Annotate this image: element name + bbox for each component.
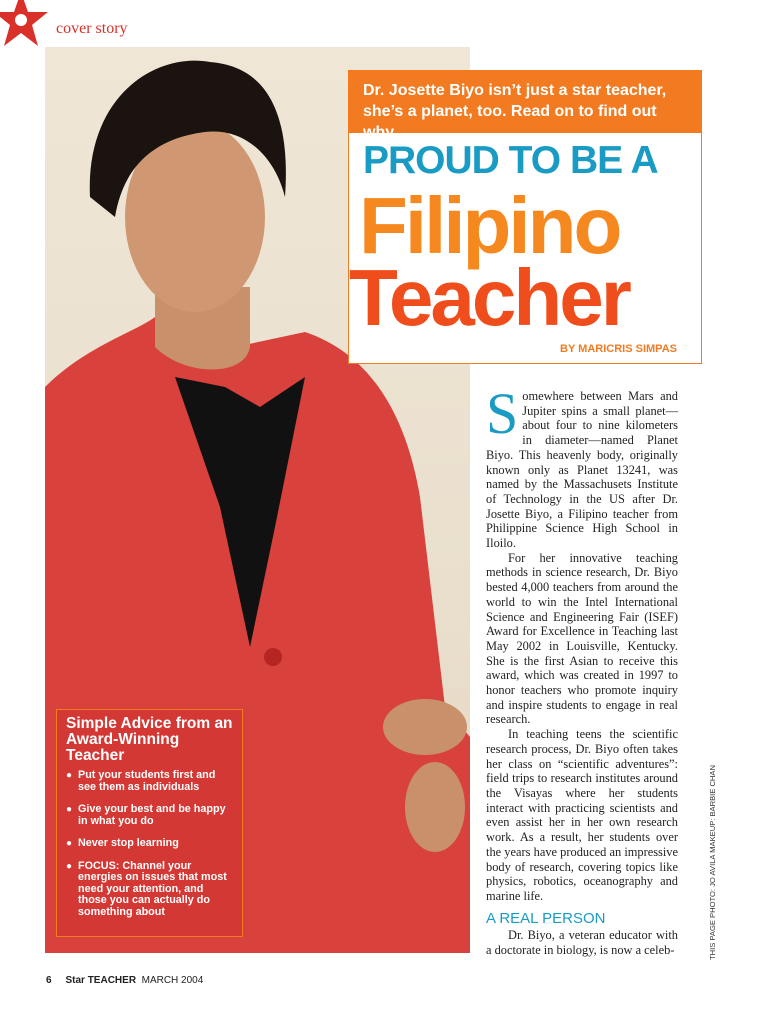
issue-date: MARCH 2004 [141, 975, 204, 986]
headline-line-3: Teacher [349, 253, 629, 342]
headline-line-1: PROUD TO BE A [363, 139, 658, 182]
headline-deck: Dr. Josette Biyo isn’t just a star teacher, she’s a planet, too. Read on to find out why. [349, 71, 701, 133]
page-footer [46, 975, 203, 986]
advice-item: ● Put your students first and see them as individuals [66, 770, 234, 793]
advice-list [66, 770, 234, 918]
byline: BY MARICRIS SIMPAS [560, 343, 677, 355]
photo-credits-text: THIS PAGE PHOTO: JO AVILA MAKEUP: BARBIE CHAN [708, 765, 717, 960]
advice-box [56, 709, 243, 937]
advice-item: ● Give your best and be happy in what you do [66, 804, 234, 827]
paragraph-2: For her innovative teaching methods in science research, Dr. Biyo bested 4,000 teachers from around the world to win the Intel International Science and Engineering Fair (ISEF) Award for Excellence in Teaching last May 2002 in Louisville, Kentucky. She is the first Asian to receive this award, which was created in 1997 to honor teachers who promote inquiry and inspire students to engage in real research. [486, 550, 678, 727]
paragraph-1 [486, 381, 678, 551]
advice-item: ● FOCUS: Channel your energies on issues that most need your attention, and those you can actually do something about [66, 861, 234, 919]
article-body [486, 381, 678, 958]
page-number: 6 [46, 975, 52, 986]
section-label: cover story [56, 20, 128, 37]
subhead: A REAL PERSON [486, 909, 606, 927]
paragraph-4: Dr. Biyo, a veteran educator with a doctorate in biology, is now a celeb- [486, 928, 678, 958]
photo-credits [708, 740, 724, 960]
magazine-name: Star TEACHER [65, 975, 137, 986]
star-logo-icon [0, 0, 48, 50]
headline-box [348, 70, 702, 364]
paragraph-1-text: omewhere between Mars and Jupiter spins a small planet—about four to nine kilometers in diameter—named Planet Biyo. This heavenly body, originally known only as Planet 13241, was named by the Massachusets Institute of Technology in the US after Dr. Josette Biyo, a Filipino teacher from Philippine Science High School in Iloilo. [486, 389, 678, 551]
advice-title: Simple Advice from an Award-Winning Teacher [66, 715, 233, 764]
advice-item: ● Never stop learning [66, 838, 234, 850]
drop-cap: S [486, 381, 519, 446]
paragraph-3: In teaching teens the scientific research process, Dr. Biyo often takes her class on “scientific adventures”: field trips to research institutes around the Visayas where her students interact with practicing scientists and even assist her in her own research work. As a result, her students over the years have produced an impressive body of research, covering topics like physics, robotics, oceanography and marine life. [486, 727, 678, 903]
headline-line-2: Filipino [359, 181, 620, 270]
